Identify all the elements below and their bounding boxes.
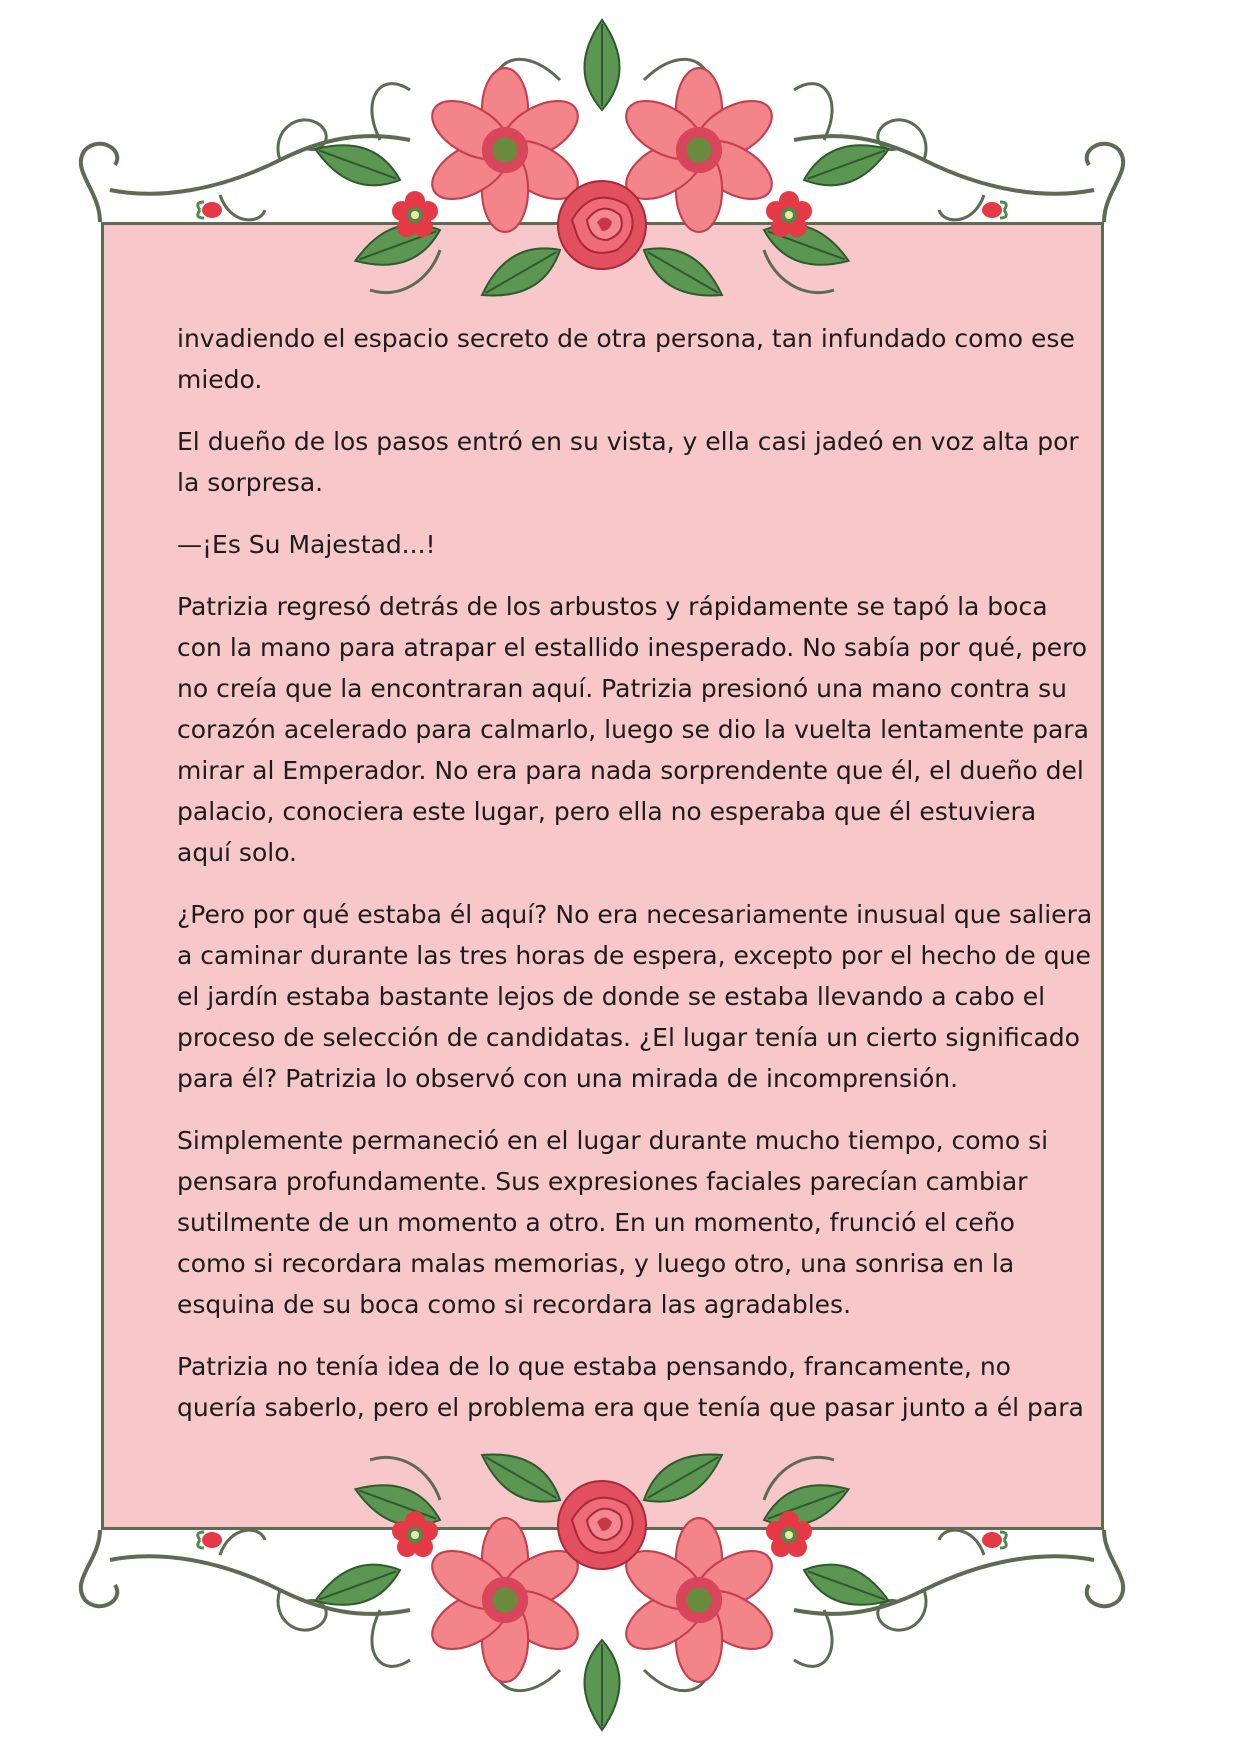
text-line: —¡Es Su Majestad...! <box>177 530 436 559</box>
story-text <box>177 318 1093 1449</box>
paragraph-6 <box>177 1120 1077 1325</box>
text-line: a caminar durante las tres horas de espera, excepto por el hecho de que <box>177 941 1091 970</box>
text-line: con la mano para atrapar el estallido inesperado. No sabía por qué, pero <box>177 633 1088 662</box>
text-line: mirar al Emperador. No era para nada sorprendente que él, el dueño del <box>177 756 1084 785</box>
text-line: Simplemente permaneció en el lugar durante mucho tiempo, como si <box>177 1126 1049 1155</box>
paragraph-5 <box>177 894 1093 1099</box>
text-line: Patrizia no tenía idea de lo que estaba pensando, francamente, no <box>177 1352 1011 1381</box>
top-floral-ornament <box>81 20 1123 310</box>
paragraph-4 <box>177 586 1089 873</box>
text-line: pensara profundamente. Sus expresiones faciales parecían cambiar <box>177 1167 1028 1196</box>
text-line: aquí solo. <box>177 838 297 867</box>
text-line: ¿Pero por qué estaba él aquí? No era necesariamente inusual que saliera <box>177 900 1093 929</box>
paragraph-2 <box>177 421 1077 503</box>
text-line: corazón acelerado para calmarlo, luego se dio la vuelta lentamente para <box>177 715 1089 744</box>
text-line: invadiendo el espacio secreto de otra persona, tan infundado como ese <box>177 324 1075 353</box>
text-line: esquina de su boca como si recordara las agradables. <box>177 1290 852 1319</box>
text-line: como si recordara malas memorias, y luego otro, una sonrisa en la <box>177 1249 1015 1278</box>
text-line: no creía que la encontraran aquí. Patrizia presionó una mano contra su <box>177 674 1067 703</box>
text-line: para él? Patrizia lo observó con una mirada de incomprensión. <box>177 1064 959 1093</box>
paragraph-7 <box>177 1346 1084 1428</box>
bottom-floral-ornament <box>81 1440 1123 1730</box>
text-line: el jardín estaba bastante lejos de donde se estaba llevando a cabo el <box>177 982 1046 1011</box>
text-line: El dueño de los pasos entró en su vista, y ella casi jadeó en voz alta por <box>177 427 1079 456</box>
paragraph-3 <box>177 524 1077 565</box>
text-line: miedo. <box>177 365 263 394</box>
paragraph-1 <box>177 318 1077 400</box>
text-line: palacio, conociera este lugar, pero ella no esperaba que él estuviera <box>177 797 1037 826</box>
text-line: quería saberlo, pero el problema era que tenía que pasar junto a él para <box>177 1393 1084 1422</box>
text-line: la sorpresa. <box>177 468 324 497</box>
text-line: sutilmente de un momento a otro. En un momento, frunció el ceño <box>177 1208 1015 1237</box>
text-line: proceso de selección de candidatas. ¿El lugar tenía un cierto significado <box>177 1023 1080 1052</box>
text-line: Patrizia regresó detrás de los arbustos y rápidamente se tapó la boca <box>177 592 1048 621</box>
